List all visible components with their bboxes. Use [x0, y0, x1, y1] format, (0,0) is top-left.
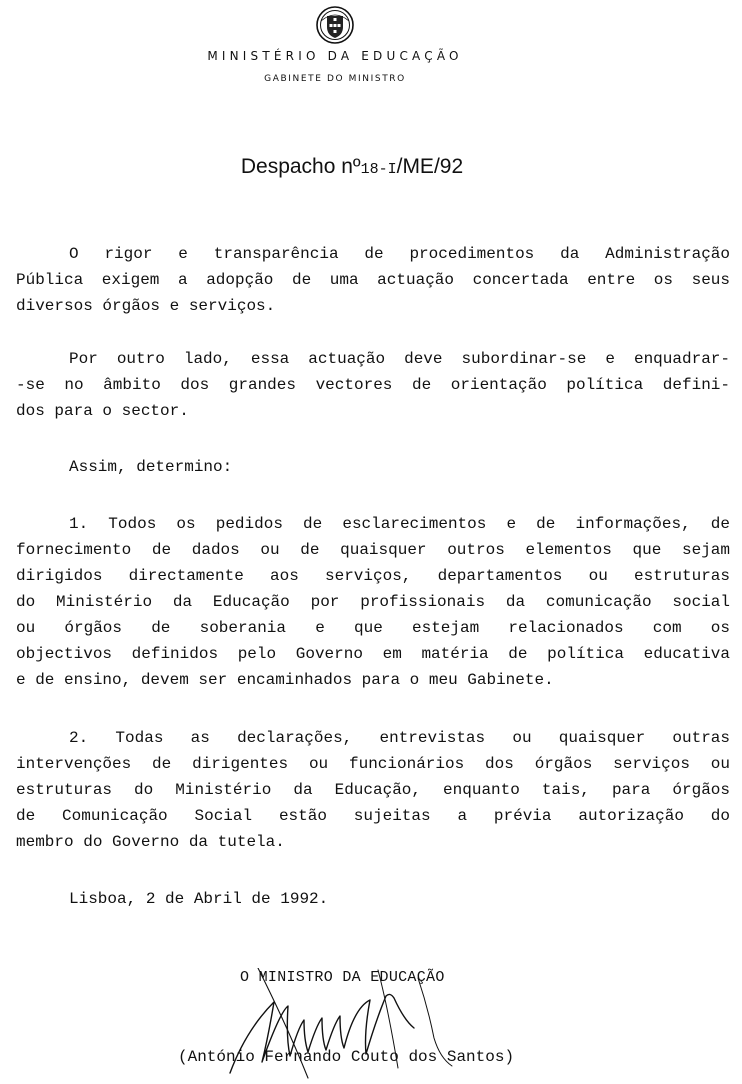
paragraph-line: Lisboa, 2 de Abril de 1992.	[69, 890, 329, 908]
signer-name: (António Fernando Couto dos Santos)	[178, 1048, 515, 1066]
coat-of-arms-seal-icon	[315, 5, 355, 45]
title-prefix: Despacho nº	[240, 155, 361, 178]
paragraph-line: Pública exigem a adopção de uma actuação concertada entre os seus	[16, 271, 730, 289]
paragraph-line: do Ministério da Educação por profissionais da comunicação social	[16, 593, 730, 611]
paragraph-line: intervenções de dirigentes ou funcionários dos órgãos serviços ou	[16, 755, 730, 773]
paragraph-line: -se no âmbito dos grandes vectores de orientação política defini-	[16, 376, 730, 394]
cabinet-subheading: GABINETE DO MINISTRO	[264, 74, 406, 84]
paragraph-line: objectivos definidos pelo Governo em matéria de política educativa	[16, 645, 730, 663]
paragraph-line: dirigidos directamente aos serviços, departamentos ou estruturas	[16, 567, 730, 585]
paragraph-line: membro do Governo da tutela.	[16, 833, 285, 851]
paragraph-1	[16, 241, 730, 319]
paragraph-5	[16, 725, 730, 855]
paragraph-3	[16, 454, 730, 480]
paragraph-line: dos para o sector.	[16, 402, 189, 420]
place-date	[16, 886, 730, 912]
paragraph-line: diversos órgãos e serviços.	[16, 297, 276, 315]
paragraph-4	[16, 511, 730, 693]
title-number: 18-I	[360, 161, 397, 178]
document-title	[0, 155, 704, 179]
paragraph-line: estruturas do Ministério da Educação, enquanto tais, para órgãos	[16, 781, 730, 799]
signer-title: O MINISTRO DA EDUCAÇÃO	[240, 969, 445, 986]
paragraph-line: e de ensino, devem ser encaminhados para o meu Gabinete.	[16, 671, 554, 689]
title-suffix: /ME/92	[396, 155, 464, 178]
paragraph-line: 1. Todos os pedidos de esclarecimentos e de informações, de	[69, 515, 730, 533]
paragraph-line: de Comunicação Social estão sujeitas a prévia autorização do	[16, 807, 730, 825]
paragraph-line: Por outro lado, essa actuação deve subordinar-se e enquadrar-	[69, 350, 730, 368]
paragraph-line: ou órgãos de soberania e que estejam relacionados com os	[16, 619, 730, 637]
ministry-heading: MINISTÉRIO DA EDUCAÇÃO	[207, 49, 463, 63]
paragraph-line: fornecimento de dados ou de quaisquer outros elementos que sejam	[16, 541, 730, 559]
paragraph-2	[16, 346, 730, 424]
paragraph-line: O rigor e transparência de procedimentos da Administração	[69, 245, 730, 263]
paragraph-line: Assim, determino:	[69, 458, 233, 476]
paragraph-line: 2. Todas as declarações, entrevistas ou quaisquer outras	[69, 729, 730, 747]
